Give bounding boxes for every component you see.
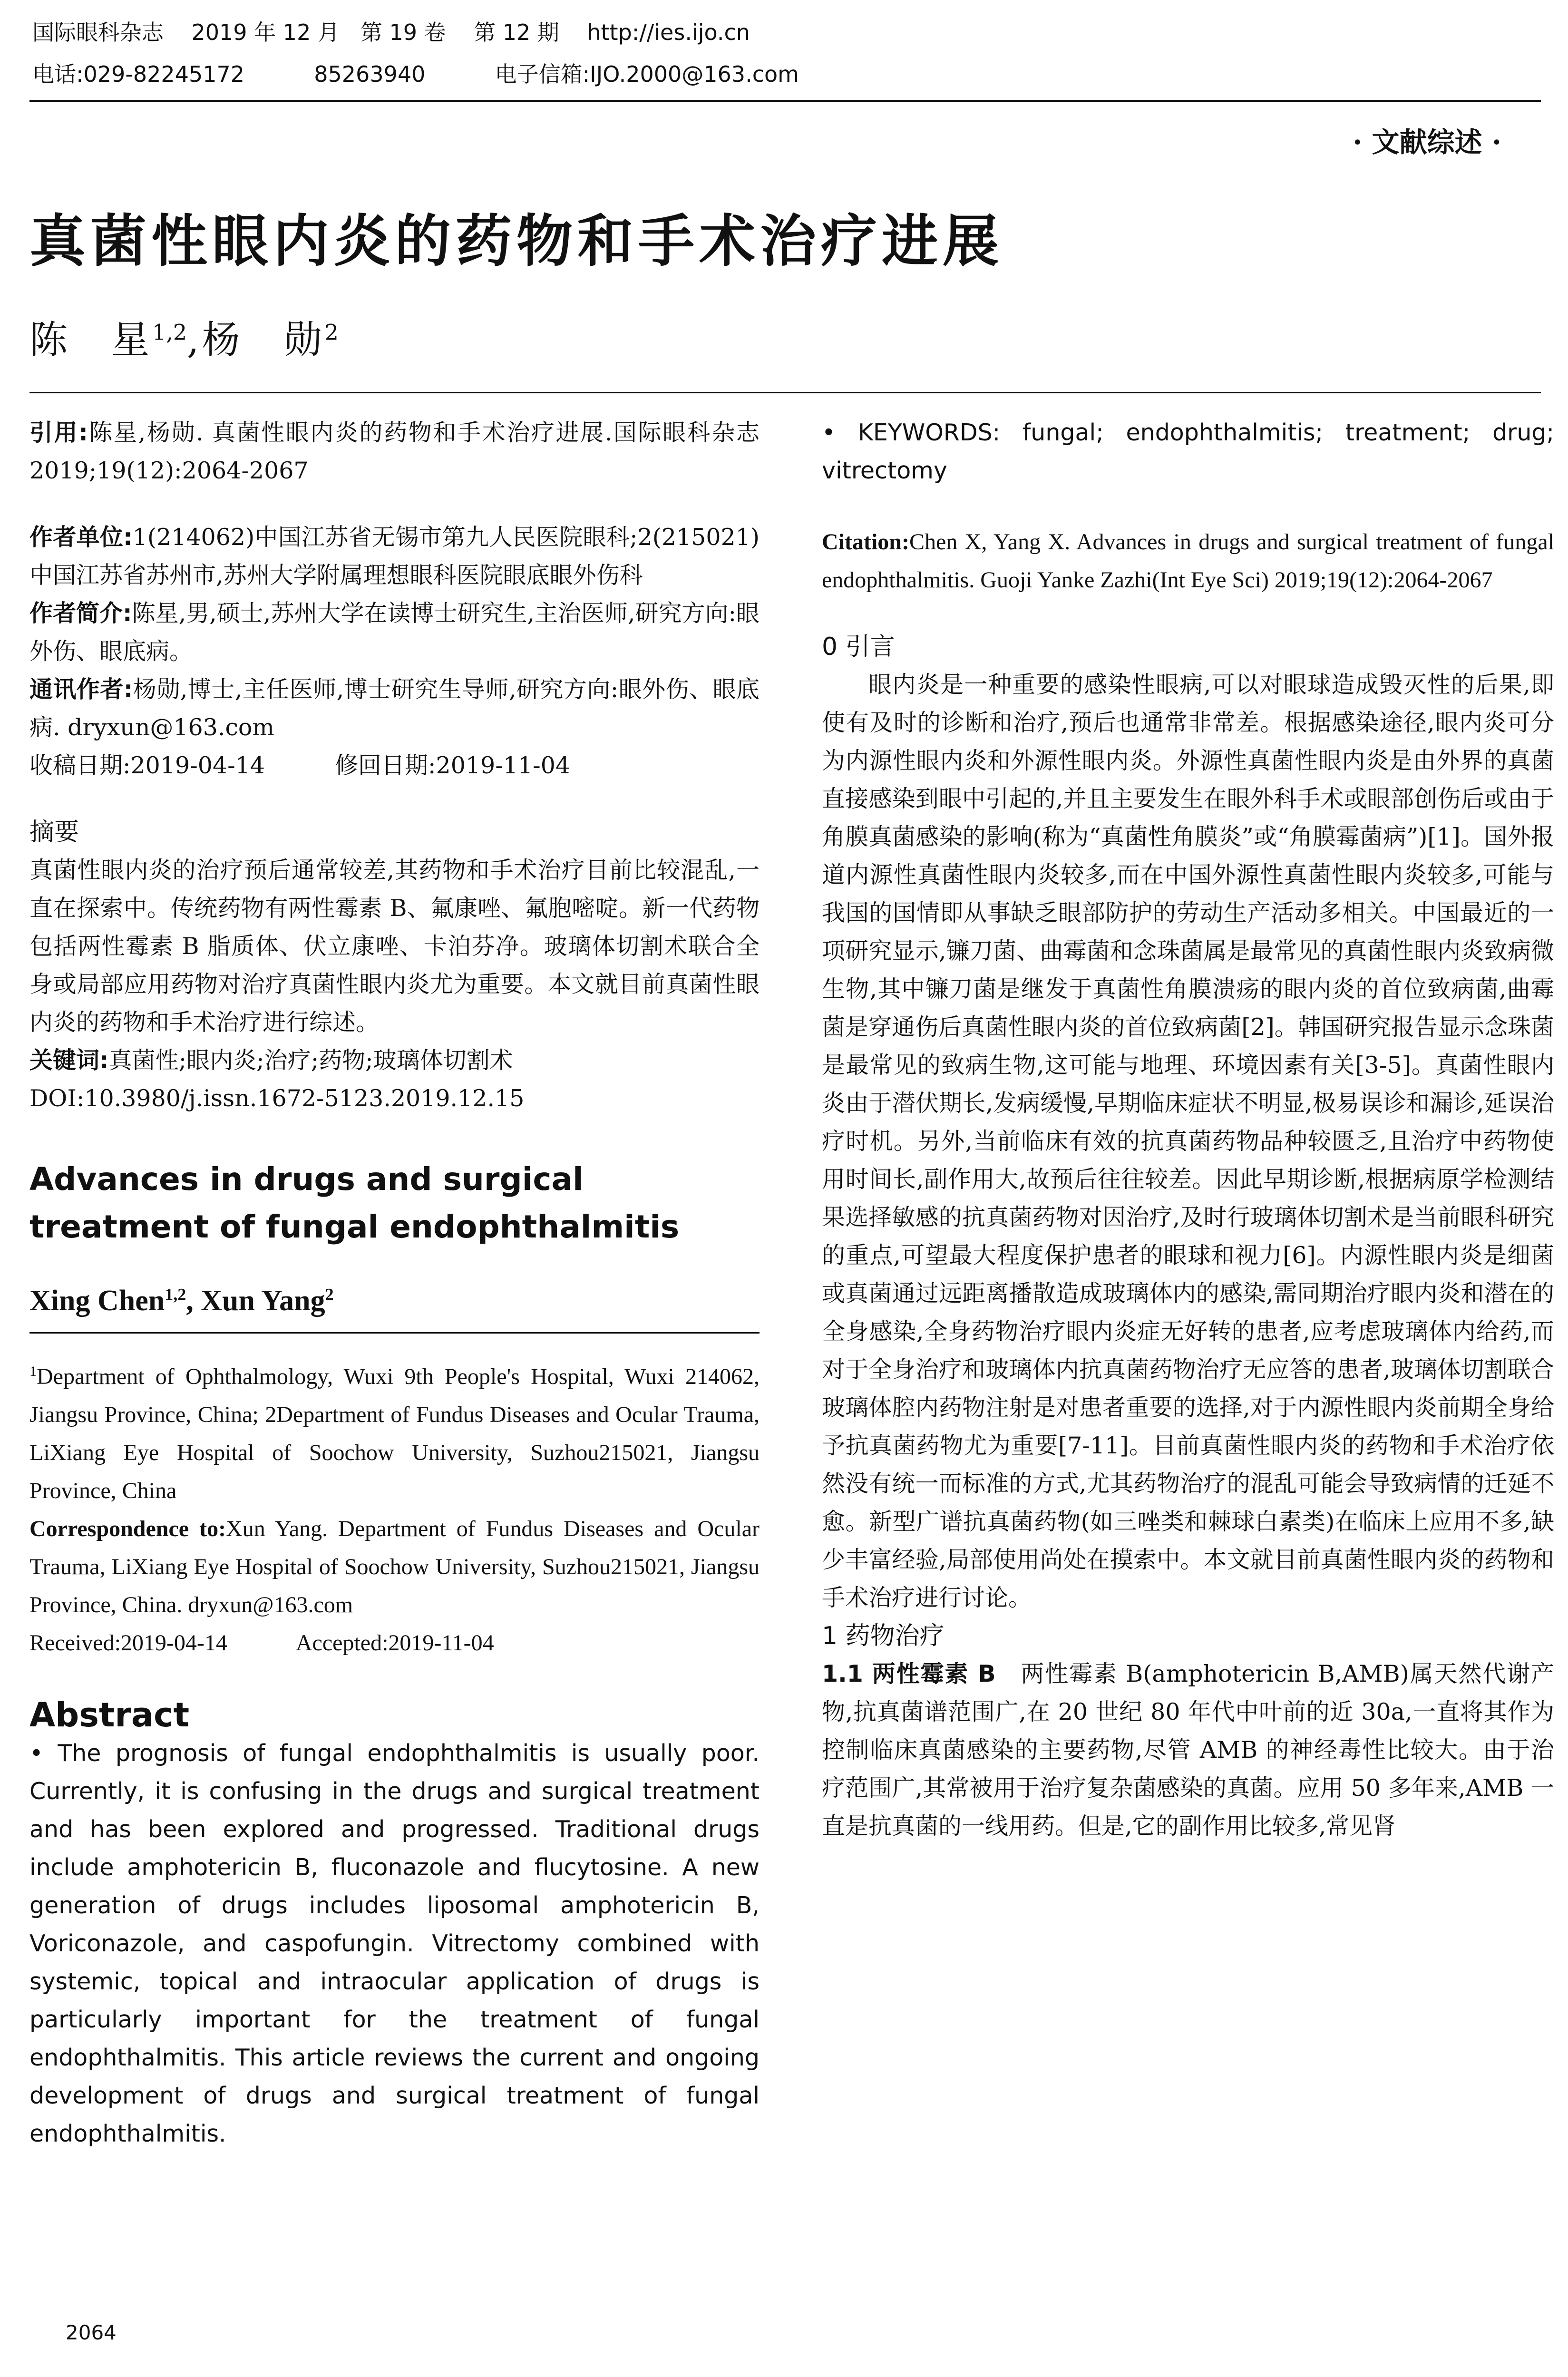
correspondence-en-label: Correspondence to: [29, 1516, 226, 1541]
journal-header-line1: 国际眼科杂志 2019 年 12 月 第 19 卷 第 12 期 http://ies.ijo.cn [32, 19, 750, 45]
section-tag: · 文献综述 · [1353, 126, 1501, 158]
right-column [822, 414, 1554, 1845]
header-rule [29, 100, 1541, 102]
english-author-1: Xing Chen [29, 1285, 165, 1317]
abstract-cn-heading: 摘要 [29, 818, 79, 847]
section-0-heading: 0 引言 [822, 633, 895, 661]
abstract-cn-text: 真菌性眼内炎的治疗预后通常较差,其药物和手术治疗目前比较混乱,一直在探索中。传统药物有两性霉素 B、氟康唑、氟胞嘧啶。新一代药物包括两性霉素 B 脂质体、伏立康唑、卡泊芬净。玻璃体切割术联合全身或局部应用药物对治疗真菌性眼内炎尤为重要。本文就目前真菌性眼内炎的药物和手术治疗进行综述。 [29, 857, 760, 1036]
keywords-cn-label: 关键词: [29, 1047, 109, 1074]
english-authors [29, 1284, 760, 1318]
corresponding-author-cn-label: 通讯作者: [29, 676, 133, 703]
english-author-2: , Xun Yang [186, 1285, 325, 1317]
citation-en-text: Chen X, Yang X. Advances in drugs and surgical treatment of fungal endophthalmitis. Guoji Yanke Zazhi(Int Eye Sci) 2019;19(12):2064-2067 [822, 529, 1554, 593]
article-title: 真菌性眼内炎的药物和手术治疗进展 [29, 208, 1004, 274]
author-bio-text: 陈星,男,硕士,苏州大学在读博士研究生,主治医师,研究方向:眼外伤、眼底病。 [29, 600, 760, 665]
citation-cn [29, 414, 760, 490]
affiliation-marker: 1 [29, 1364, 37, 1379]
page-number: 2064 [66, 2321, 117, 2344]
keywords-cn [29, 1042, 760, 1080]
affiliations-en-text: Department of Ophthalmology, Wuxi 9th People's Hospital, Wuxi 214062, Jiangsu Province, China; 2Department of Fundus Diseases and Ocular Trauma, LiXiang Eye Hospital of Soochow University, Suzhou215021, Jiangsu Province, China [29, 1364, 760, 1503]
author-bio [29, 594, 760, 671]
author-units-label: 作者单位: [29, 524, 133, 551]
subsection-1-1 [822, 1655, 1554, 1845]
citation-en-label: Citation: [822, 529, 909, 555]
introduction-paragraph: 眼内炎是一种重要的感染性眼病,可以对眼球造成毁灭性的后果,即使有及时的诊断和治疗,预后也通常非常差。根据感染途径,眼内炎可分为内源性眼内炎和外源性眼内炎。外源性真菌性眼内炎是由外界的真菌直接感染到眼中引起的,并且主要发生在眼外科手术或眼部创伤后或由于角膜真菌感染的影响(称为“真菌性角膜炎”或“角膜霉菌病”)[1]。国外报道内源性真菌性眼内炎较多,而在中国外源性真菌性眼内炎较多,可能与我国的国情即从事缺乏眼部防护的劳动生产活动多相关。中国最近的一项研究显示,镰刀菌、曲霉菌和念珠菌属是最常见的真菌性眼内炎致病微生物,其中镰刀菌是继发于真菌性角膜溃疡的眼内炎的首位致病菌,曲霉菌是穿通伤后真菌性眼内炎的首位致病菌[2]。韩国研究报告显示念珠菌是最常见的致病生物,这可能与地理、环境因素有关[3-5]。真菌性眼内炎由于潜伏期长,发病缓慢,早期临床症状不明显,极易误诊和漏诊,延误治疗时机。另外,当前临床有效的抗真菌药物品种较匮乏,且治疗中药物使用时间长,副作用大,故预后往往较差。因此早期诊断,根据病原学检测结果选择敏感的抗真菌药物对因治疗,及时行玻璃体切割术是当前眼科研究的重点,可望最大程度保护患者的眼球和视力[6]。内源性眼内炎是细菌或真菌通过远距离播散造成玻璃体内的感染,需同期治疗眼内炎和潜在的全身感染,全身药物治疗眼内炎症无好转的患者,应考虑玻璃体内给药,而对于全身治疗和玻璃体内抗真菌药物治疗无应答的患者,玻璃体切割联合玻璃体腔内药物注射是对患者重要的选择,对于内源性眼内炎前期全身给予抗真菌药物尤为重要[7-11]。目前真菌性眼内炎的药物和手术治疗依然没有统一而标准的方式,尤其药物治疗的混乱可能会导致病情的迁延不愈。新型广谱抗真菌药物(如三唑类和棘球白素类)在临床上应用不多,缺少丰富经验,局部使用尚处在摸索中。本文就目前真菌性眼内炎的药物和手术治疗进行讨论。 [822, 671, 1554, 1611]
section-1-heading: 1 药物治疗 [822, 1622, 945, 1650]
citation-cn-text: 陈星,杨勋. 真菌性眼内炎的药物和手术治疗进展.国际眼科杂志 2019;19(12):2064-2067 [29, 419, 760, 484]
subsection-1-1-heading: 1.1 两性霉素 B [822, 1660, 996, 1687]
english-author-1-affil: 1,2 [165, 1285, 186, 1304]
doi: DOI:10.3980/j.issn.1672-5123.2019.12.15 [29, 1085, 525, 1112]
correspondence-en [29, 1510, 760, 1624]
journal-header-line2: 电话:029-82245172 85263940 电子信箱:IJO.2000@163.com [32, 61, 799, 87]
left-column [29, 414, 760, 2153]
received-accepted-en: Received:2019-04-14 Accepted:2019-11-04 [29, 1630, 494, 1656]
author-2-affil: 2 [324, 319, 339, 345]
correspondence-en-text: Xun Yang. Department of Fundus Diseases and Ocular Trauma, LiXiang Eye Hospital of Soochow University, Suzhou215021, Jiangsu Province, China. dryxun@163.com [29, 1516, 760, 1617]
keywords-cn-text: 真菌性;眼内炎;治疗;药物;玻璃体切割术 [108, 1047, 513, 1074]
corresponding-author-cn-text: 杨勋,博士,主任医师,博士研究生导师,研究方向:眼外伤、眼底病. dryxun@163.com [29, 676, 760, 741]
author-2-name: 杨 勋 [202, 318, 325, 362]
author-units-text: 1(214062)中国江苏省无锡市第九人民医院眼科;2(215021)中国江苏省苏州市,苏州大学附属理想眼科医院眼底眼外伤科 [29, 524, 760, 589]
author-1-name: 陈 星 [29, 318, 152, 362]
author-bio-label: 作者简介: [29, 600, 132, 627]
affiliations-en [29, 1353, 760, 1510]
author-rule [29, 392, 1541, 393]
author-units [29, 518, 760, 594]
received-dates-cn: 收稿日期:2019-04-14 修回日期:2019-11-04 [29, 752, 571, 779]
abstract-en-text: • The prognosis of fungal endophthalmitis is usually poor. Currently, it is confusing in the drugs and surgical treatment and has been explored and progressed. Traditional drugs include amphotericin B, fluconazole and flucytosine. A new generation of drugs includes liposomal amphotericin B, Voriconazole, and caspofungin. Vitrectomy combined with systemic, topical and intraocular application of drugs is particularly important for the treatment of fungal endophthalmitis. This article reviews the current and ongoing development of drugs and surgical treatment of fungal endophthalmitis. [29, 1740, 760, 2147]
author-line [29, 309, 339, 364]
citation-en [822, 523, 1554, 599]
author-separator: , [187, 318, 202, 362]
citation-cn-label: 引用: [29, 419, 88, 446]
keywords-en: • KEYWORDS: fungal; endophthalmitis; treatment; drug; vitrectomy [822, 419, 1554, 484]
author-1-affil: 1,2 [152, 319, 187, 345]
english-title: Advances in drugs and surgical treatment of fungal endophthalmitis [29, 1161, 680, 1245]
corresponding-author-cn [29, 671, 760, 747]
abstract-en-heading: Abstract [29, 1695, 190, 1734]
subsection-1-1-text: 两性霉素 B(amphotericin B,AMB)属天然代谢产物,抗真菌谱范围广,在 20 世纪 80 年代中叶前的近 30a,一直将其作为控制临床真菌感染的主要药物,尽管 AMB 的神经毒性比较大。由于治疗范围广,其常被用于治疗复杂菌感染的真菌。应用 50 多年来,AMB 一直是抗真菌的一线用药。但是,它的副作用比较多,常见肾 [822, 1660, 1554, 1840]
english-author-2-affil: 2 [325, 1285, 334, 1304]
